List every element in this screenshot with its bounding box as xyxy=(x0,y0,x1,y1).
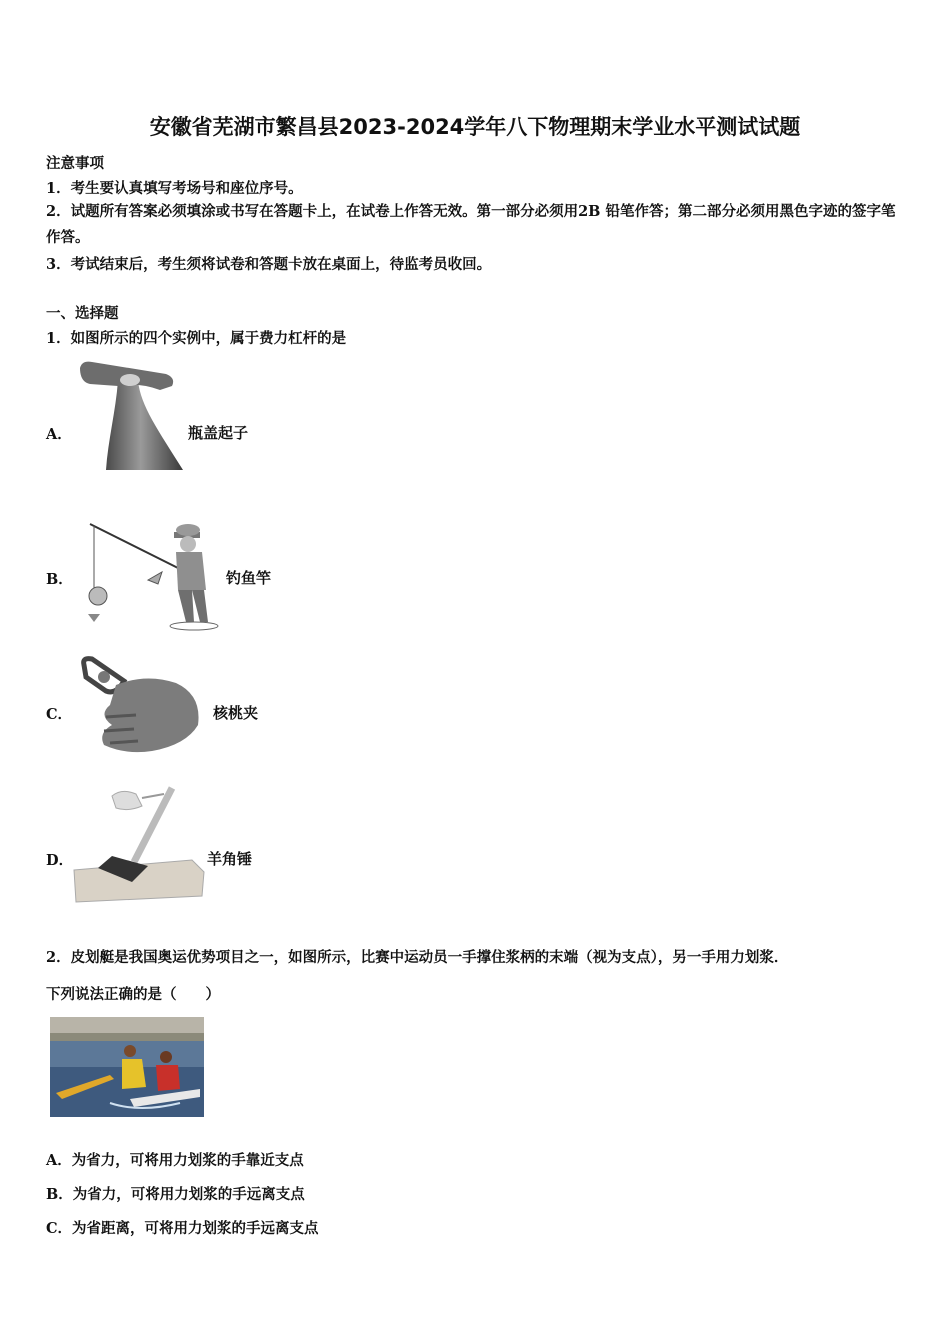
option-d-letter: D． xyxy=(46,852,74,869)
notice-heading: 注意事项 xyxy=(46,155,104,172)
section-heading: 一、选择题 xyxy=(46,305,119,322)
option-a-label: 瓶盖起子 xyxy=(188,424,249,442)
claw-hammer-icon xyxy=(72,786,206,906)
notice-item-2: 2．试题所有答案必须填涂或书写在答题卡上，在试卷上作答无效。第一部分必须用2B 铅笔作答；第二部分必须用黑色字迹的签字笔作答。 xyxy=(46,203,896,246)
option-d-label: 羊角锤 xyxy=(207,850,253,868)
page-title: 安徽省芜湖市繁昌县2023-2024学年八下物理期末学业水平测试试题 xyxy=(149,115,801,139)
option-b-label: 钓鱼竿 xyxy=(226,569,272,587)
nutcracker-icon xyxy=(76,655,206,760)
option-a-letter: A． xyxy=(46,426,72,443)
fishing-rod-icon xyxy=(78,518,223,633)
question-2-option-c: C．为省距离，可将用力划浆的手远离支点 xyxy=(46,1220,319,1237)
option-c-label: 核桃夹 xyxy=(213,704,259,722)
notice-item-3: 3．考试结束后，考生须将试卷和答题卡放在桌面上，待监考员收回。 xyxy=(46,256,492,273)
question-2-option-a: A．为省力，可将用力划浆的手靠近支点 xyxy=(46,1152,304,1169)
bottle-opener-icon xyxy=(78,360,188,472)
question-2-stem-line1: 2．皮划艇是我国奥运优势项目之一，如图所示，比赛中运动员一手撑住浆柄的末端（视为支点），另一手用力划浆． xyxy=(46,949,789,966)
question-1-stem: 1．如图所示的四个实例中，属于费力杠杆的是 xyxy=(46,330,347,347)
question-2-option-b: B．为省力，可将用力划浆的手远离支点 xyxy=(46,1186,305,1203)
notice-item-1: 1．考生要认真填写考场号和座位序号。 xyxy=(46,180,303,197)
option-c-letter: C． xyxy=(46,706,73,723)
kayak-photo xyxy=(50,1017,204,1117)
option-b-letter: B． xyxy=(46,571,73,588)
question-2-stem-line2: 下列说法正确的是（ ） xyxy=(46,986,220,1003)
